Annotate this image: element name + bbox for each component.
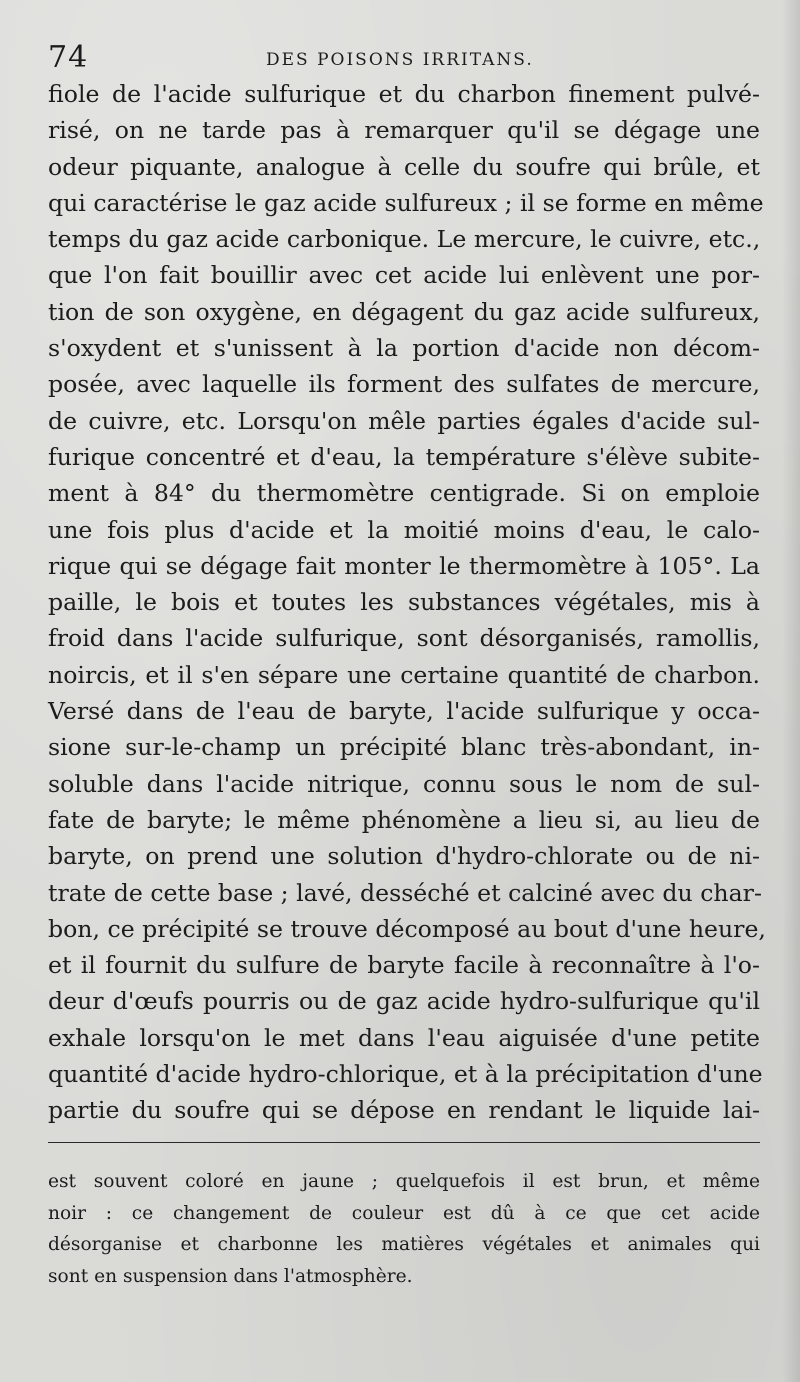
text-line: que l'on fait bouillir avec cet acide lui enlèvent une por- xyxy=(48,261,760,290)
text-line: odeur piquante, analogue à celle du soufre qui brûle, et xyxy=(48,152,760,181)
text-line: deur d'œufs pourris ou de gaz acide hydro-sulfurique qu'il xyxy=(48,987,760,1016)
text-line: furique concentré et d'eau, la température s'élève subite- xyxy=(48,442,760,471)
text-line: fiole de l'acide sulfurique et du charbon finement pulvé- xyxy=(48,80,760,108)
text-line: et il fournit du sulfure de baryte facile à reconnaître à l'o- xyxy=(48,951,760,980)
footnote-line: est souvent coloré en jaune ; quelquefois il est brun, et même xyxy=(48,1171,760,1192)
text-line: risé, on ne tarde pas à remarquer qu'il se dégage une xyxy=(48,116,760,145)
footnote-divider xyxy=(48,1142,760,1143)
text-line: une fois plus d'acide et la moitié moins d'eau, le calo- xyxy=(48,515,760,544)
running-head: DES POISONS IRRITANS. xyxy=(266,50,534,70)
text-line: tion de son oxygène, en dégagent du gaz acide sulfureux, xyxy=(48,297,760,326)
text-line: noircis, et il s'en sépare une certaine quantité de charbon. xyxy=(48,660,760,689)
body-text xyxy=(48,76,766,1129)
text-line: Versé dans de l'eau de baryte, l'acide sulfurique y occa- xyxy=(48,697,760,726)
text-line: soluble dans l'acide nitrique, connu sous le nom de sul- xyxy=(48,769,760,798)
footnote-line: noir : ce changement de couleur est dû à ce que cet acide xyxy=(48,1202,760,1224)
text-line: bon, ce précipité se trouve décomposé au bout d'une heure, xyxy=(48,914,766,943)
footnote-line: désorganise et charbonne les matières végétales et animales qui xyxy=(48,1234,760,1255)
text-line: ment à 84° du thermomètre centigrade. Si on emploie xyxy=(48,479,760,508)
text-line: posée, avec laquelle ils forment des sulfates de mercure, xyxy=(48,370,760,399)
text-line: de cuivre, etc. Lorsqu'on mêle parties égales d'acide sul- xyxy=(48,406,760,435)
text-line: paille, le bois et toutes les substances végétales, mis à xyxy=(48,588,760,617)
page-number: 74 xyxy=(48,40,89,75)
text-line: sione sur-le-champ un précipité blanc très-abondant, in- xyxy=(48,733,760,762)
text-line: temps du gaz acide carbonique. Le mercure, le cuivre, etc., xyxy=(48,225,761,254)
footnote-line: sont en suspension dans l'atmosphère. xyxy=(48,1265,413,1287)
page-edge-shadow xyxy=(782,0,800,1382)
text-line: partie du soufre qui se dépose en rendant le liquide lai- xyxy=(48,1096,760,1125)
text-line: quantité d'acide hydro-chlorique, et à la précipitation d'une xyxy=(48,1060,763,1089)
text-line: exhale lorsqu'on le met dans l'eau aiguisée d'une petite xyxy=(48,1023,760,1052)
text-line: qui caractérise le gaz acide sulfureux ; il se forme en même xyxy=(48,188,764,217)
text-line: rique qui se dégage fait monter le thermomètre à 105°. La xyxy=(48,551,760,580)
text-line: trate de cette base ; lavé, desséché et calciné avec du char- xyxy=(48,878,762,907)
text-line: baryte, on prend une solution d'hydro-chlorate ou de ni- xyxy=(48,842,760,871)
text-line: froid dans l'acide sulfurique, sont désorganisés, ramollis, xyxy=(48,624,760,653)
text-line: s'oxydent et s'unissent à la portion d'acide non décom- xyxy=(48,334,760,363)
footnote xyxy=(48,1166,760,1292)
text-line: fate de baryte; le même phénomène a lieu si, au lieu de xyxy=(48,805,760,834)
